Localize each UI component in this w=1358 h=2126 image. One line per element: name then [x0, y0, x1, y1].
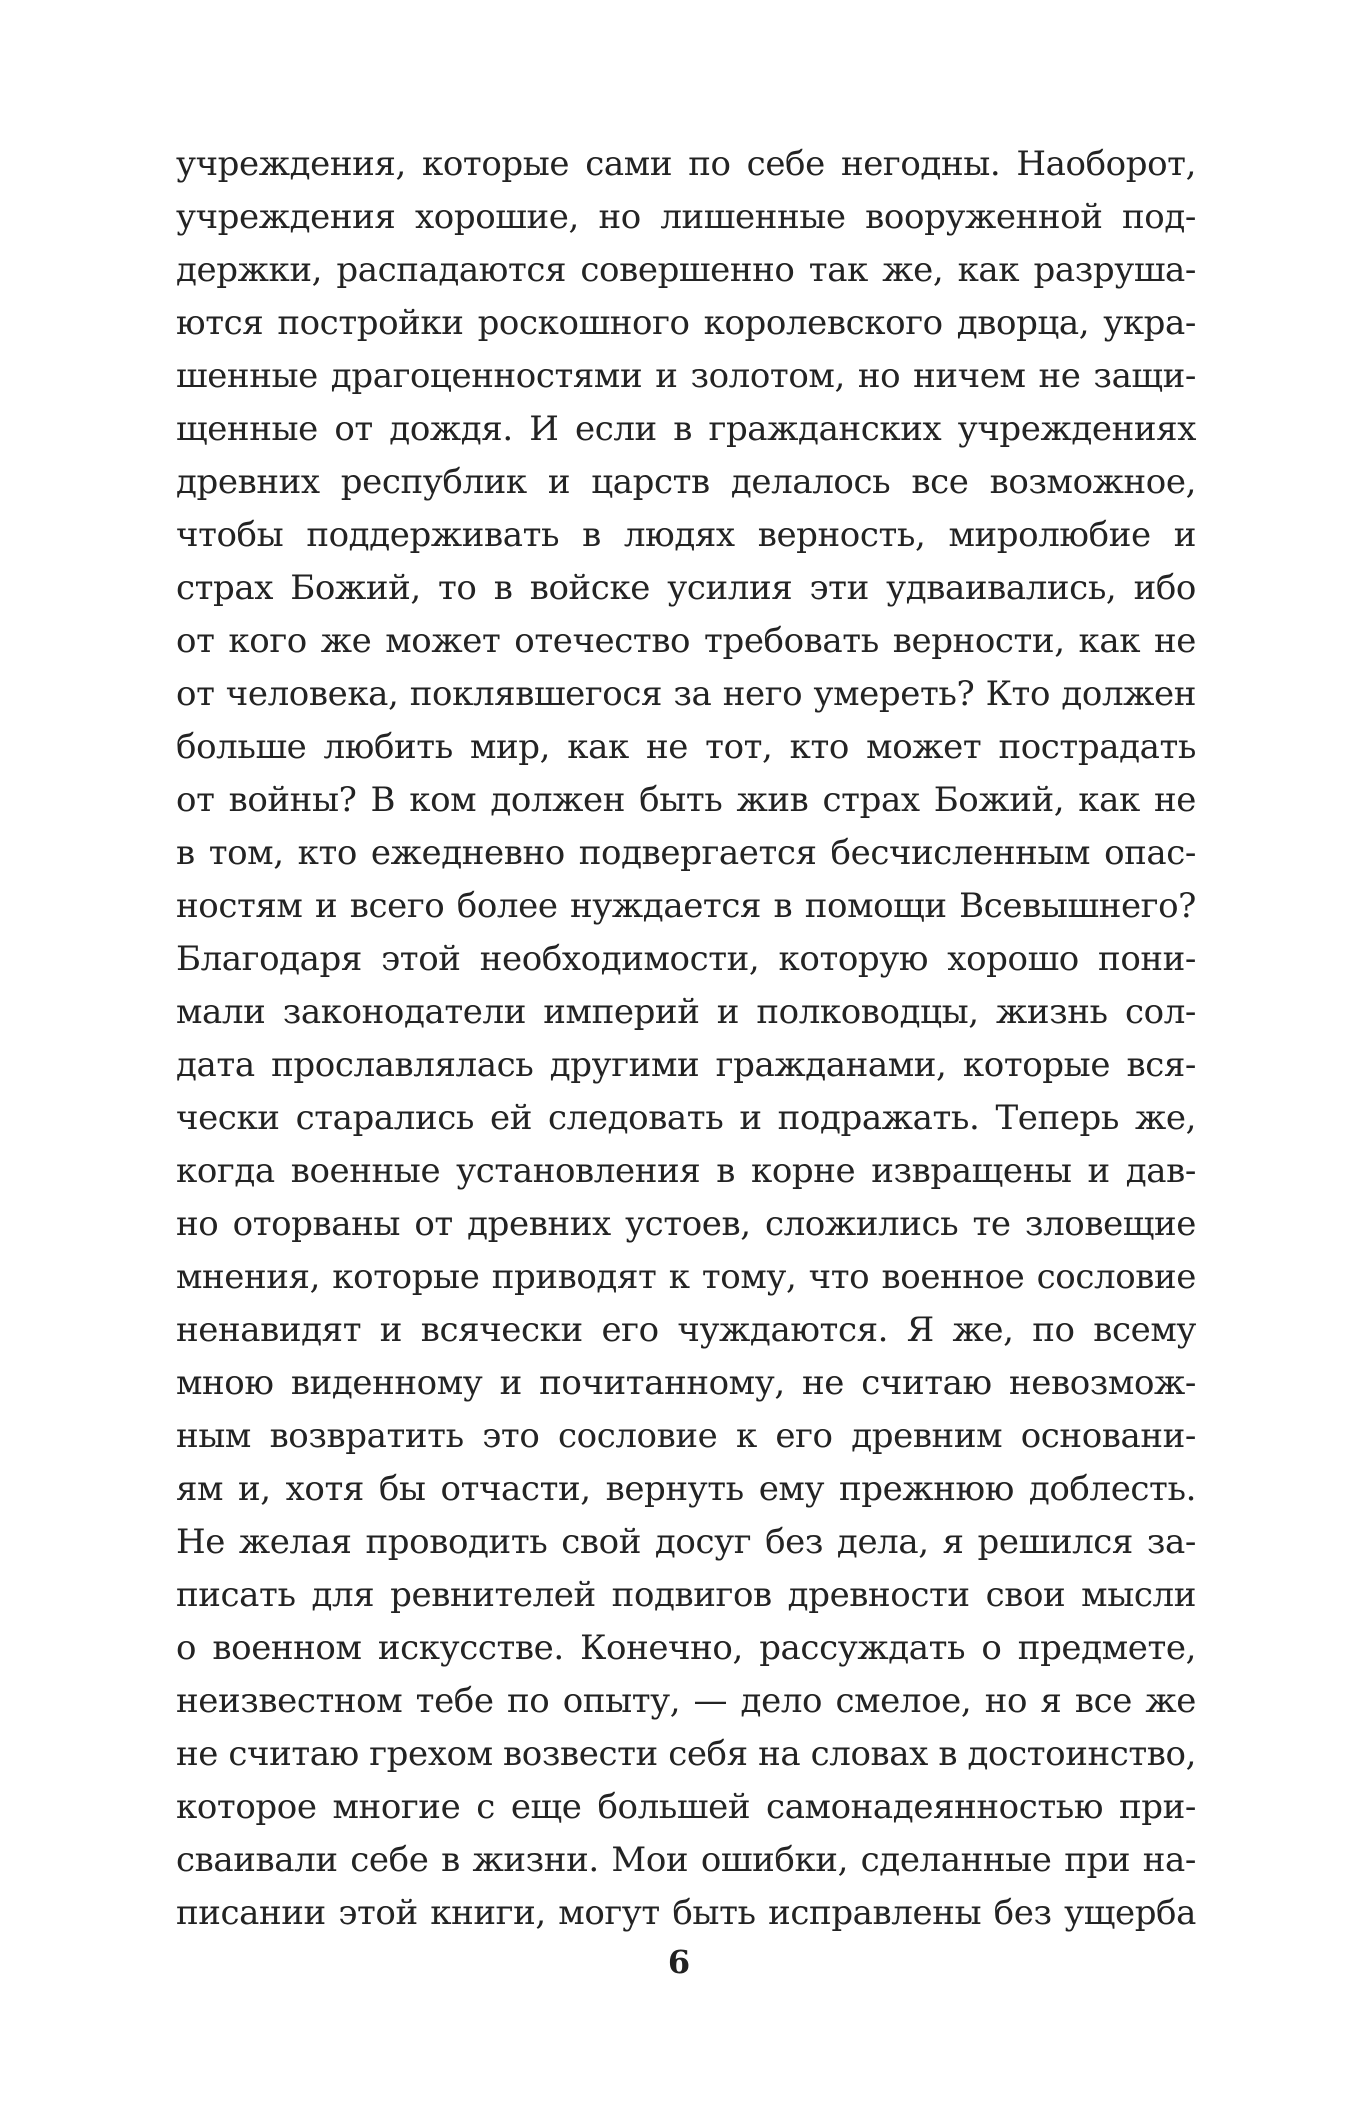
text-line: от войны? В ком должен быть жив страх Божий, как не [176, 780, 1196, 820]
page-number: 6 [667, 1943, 691, 1981]
text-line: ненавидят и всячески его чуждаются. Я же, по всему [176, 1310, 1196, 1350]
text-line: ностям и всего более нуждается в помощи Всевышнего? [176, 886, 1196, 926]
text-line: чески старались ей следовать и подражать. Теперь же, [176, 1098, 1196, 1138]
text-line: писании этой книги, могут быть исправлены без ущерба [176, 1893, 1196, 1933]
text-line: ям и, хотя бы отчасти, вернуть ему прежнюю доблесть. [176, 1469, 1196, 1509]
text-line: чтобы поддерживать в людях верность, миролюбие и [176, 515, 1196, 555]
text-line: ются постройки роскошного королевского дворца, укра- [176, 303, 1196, 343]
text-line: ным возвратить это сословие к его древним основани- [176, 1416, 1196, 1456]
text-line: неизвестном тебе по опыту, — дело смелое, но я все же [176, 1681, 1196, 1721]
text-line: не считаю грехом возвести себя на словах в достоинство, [176, 1734, 1196, 1774]
text-line: древних республик и царств делалось все возможное, [176, 462, 1196, 502]
text-line: Не желая проводить свой досуг без дела, я решился за- [176, 1522, 1196, 1562]
text-line: учреждения хорошие, но лишенные вооруженной под- [176, 197, 1196, 237]
text-line: в том, кто ежедневно подвергается бесчисленным опас- [176, 833, 1196, 873]
text-line: щенные от дождя. И если в гражданских учреждениях [176, 409, 1196, 449]
text-line: шенные драгоценностями и золотом, но ничем не защи- [176, 356, 1196, 396]
text-line: сваивали себе в жизни. Мои ошибки, сделанные при на- [176, 1840, 1196, 1880]
text-line: держки, распадаются совершенно так же, как разруша- [176, 250, 1196, 290]
text-line: учреждения, которые сами по себе негодны. Наоборот, [176, 144, 1196, 184]
text-line: но оторваны от древних устоев, сложились те зловещие [176, 1204, 1196, 1244]
text-line: писать для ревнителей подвигов древности свои мысли [176, 1575, 1196, 1615]
text-line: которое многие с еще большей самонадеянностью при- [176, 1787, 1196, 1827]
text-line: дата прославлялась другими гражданами, которые вся- [176, 1045, 1196, 1085]
text-line: Благодаря этой необходимости, которую хорошо пони- [176, 939, 1196, 979]
text-line: мали законодатели империй и полководцы, жизнь сол- [176, 992, 1196, 1032]
text-line: о военном искусстве. Конечно, рассуждать о предмете, [176, 1628, 1196, 1668]
text-line: больше любить мир, как не тот, кто может пострадать [176, 727, 1196, 767]
text-line: когда военные установления в корне извращены и дав- [176, 1151, 1196, 1191]
text-line: мнения, которые приводят к тому, что военное сословие [176, 1257, 1196, 1297]
text-line: от кого же может отечество требовать верности, как не [176, 621, 1196, 661]
text-line: от человека, поклявшегося за него умереть? Кто должен [176, 674, 1196, 714]
text-line: страх Божий, то в войске усилия эти удваивались, ибо [176, 568, 1196, 608]
text-line: мною виденному и почитанному, не считаю невозмож- [176, 1363, 1196, 1403]
